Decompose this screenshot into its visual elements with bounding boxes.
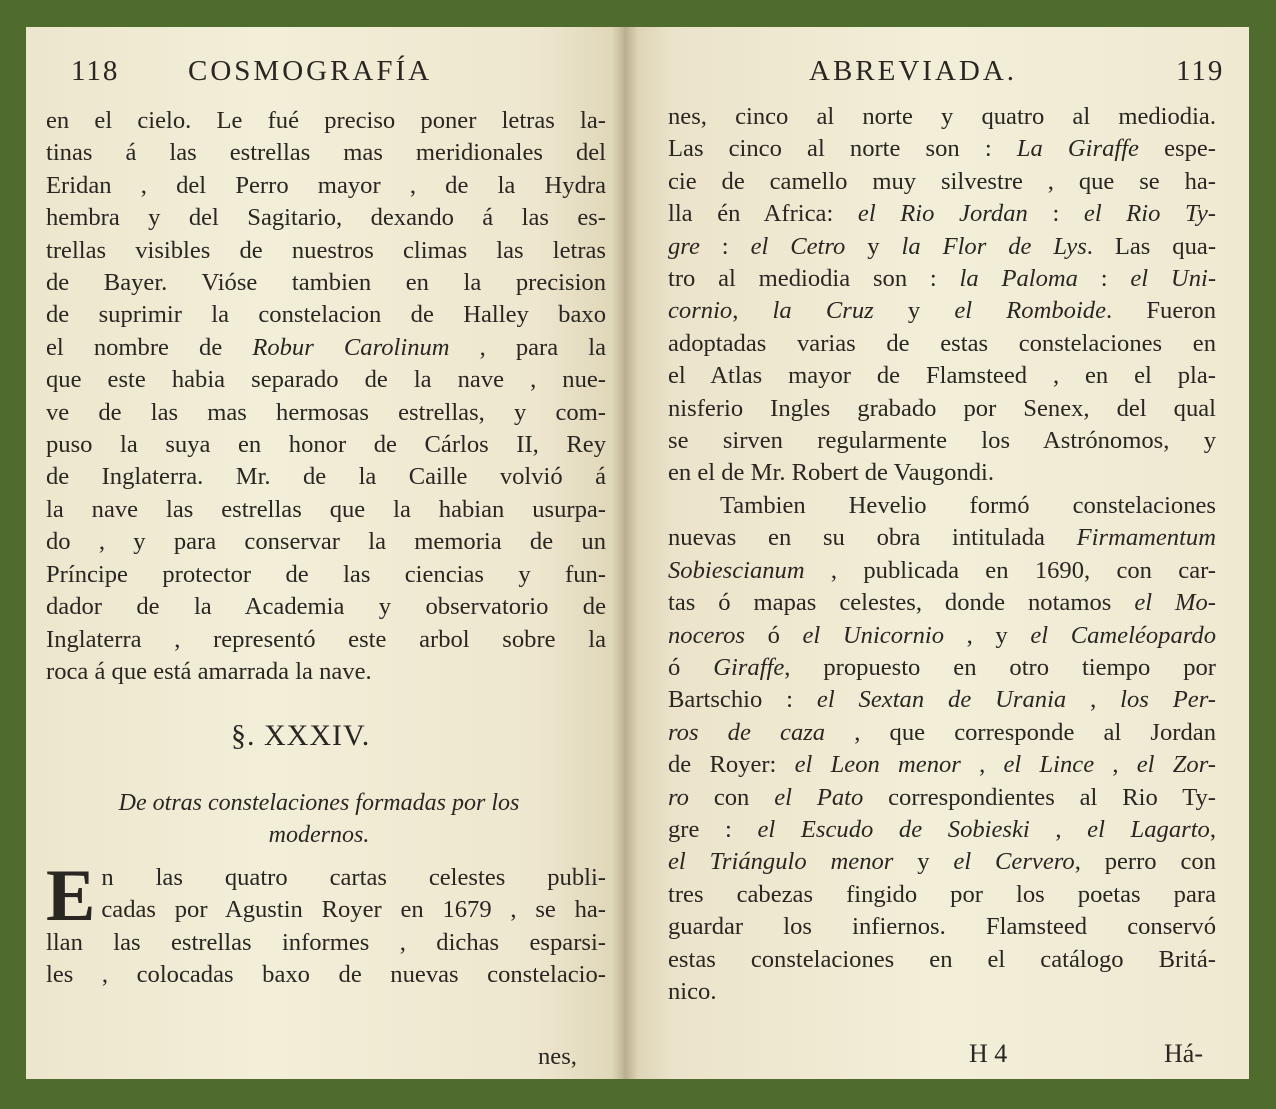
subheading-line: De otras constelaciones formadas por los xyxy=(118,790,520,816)
text-line: lla én Africa: el Rio Jordan : el Rio Ty- xyxy=(668,200,1216,228)
text-line: tas ó mapas celestes, donde notamos el Mo- xyxy=(668,589,1217,617)
text-line: Bartschio : el Sextan de Urania , los Per- xyxy=(668,686,1216,714)
text-line: de suprimir la constelacion de Halley baxo xyxy=(46,301,606,329)
text-line: en el de Mr. Robert de Vaugondi. xyxy=(668,459,995,487)
text-line: llan las estrellas informes , dichas esparsi- xyxy=(46,928,606,956)
left-page xyxy=(26,27,624,1079)
section-heading: §. XXXIV. xyxy=(231,719,371,752)
text-line: noceros ó el Unicornio , y el Cameléopardo xyxy=(668,621,1216,649)
page-number-left: 118 xyxy=(71,55,120,87)
text-line: nuevas en su obra intitulada Firmamentum xyxy=(668,524,1216,552)
text-line: en el cielo. Le fué preciso poner letras la- xyxy=(46,107,606,134)
text-line: de Bayer. Vióse tambien en la precision xyxy=(46,269,606,297)
book-gutter xyxy=(612,27,638,1079)
text-line: de Inglaterra. Mr. de la Caille volvió á xyxy=(46,463,606,491)
text-line: Príncipe protector de las ciencias y fun- xyxy=(46,560,606,588)
text-line: nisferio Ingles grabado por Senex, del qual xyxy=(668,394,1216,422)
catchword-right: Há- xyxy=(1164,1039,1203,1068)
left-paragraph-1 xyxy=(46,105,606,688)
text-line: Las cinco al norte son : La Giraffe espe- xyxy=(668,135,1216,163)
right-body xyxy=(668,101,1216,1008)
right-page xyxy=(624,27,1249,1079)
text-line: guardar los infiernos. Flamsteed conservó xyxy=(668,913,1216,941)
text-line: tinas á las estrellas mas meridionales del xyxy=(46,139,606,167)
text-line: ó Giraffe, propuesto en otro tiempo por xyxy=(668,653,1216,681)
text-line: ve de las mas hermosas estrellas, y com- xyxy=(46,398,606,426)
left-paragraph-2 xyxy=(46,855,606,992)
text-line: gre : el Escudo de Sobieski , el Lagarto, xyxy=(668,815,1216,843)
text-line: ros de caza , que corresponde al Jordan xyxy=(668,718,1216,746)
text-line: la nave las estrellas que la habian usurpa- xyxy=(46,495,606,523)
text-line: cornio, la Cruz y el Romboide. Fueron xyxy=(668,297,1217,325)
signature-mark: H 4 xyxy=(969,1039,1008,1068)
book-spread xyxy=(26,27,1249,1079)
text-line: gre : el Cetro y la Flor de Lys. Las qua- xyxy=(668,232,1217,260)
text-line: que este habia separado de la nave , nue- xyxy=(46,366,606,394)
text-line: Sobiescianum , publicada en 1690, con car- xyxy=(668,556,1216,584)
subheading-line: modernos. xyxy=(268,822,370,848)
text-line: cadas por Agustin Royer en 1679 , se ha- xyxy=(101,896,606,924)
italic-term: Robur Carolinum xyxy=(252,333,450,361)
text-line: puso la suya en honor de Cárlos II, Rey xyxy=(46,431,606,459)
text-line: Tambien Hevelio formó constelaciones xyxy=(720,491,1216,519)
catchword-left: nes, xyxy=(538,1043,577,1070)
text-line: dador de la Academia y observatorio de xyxy=(46,593,606,621)
text-line: de Royer: el Leon menor , el Lince , el Zor- xyxy=(668,751,1216,779)
running-title-left: COSMOGRAFÍA xyxy=(188,55,433,87)
text-line: estas constelaciones en el catálogo Britá- xyxy=(668,945,1216,973)
text-line: roca á que está amarrada la nave. xyxy=(46,657,372,685)
text-line: Eridan , del Perro mayor , de la Hydra xyxy=(46,171,606,199)
text-line-robur xyxy=(46,332,606,364)
page-number-right: 119 xyxy=(1176,55,1225,87)
drop-cap: E xyxy=(46,855,96,937)
section-subheading xyxy=(34,787,604,851)
text-fragment: , para la xyxy=(449,333,606,361)
text-line: les , colocadas baxo de nuevas constelacio- xyxy=(46,961,606,989)
text-line: nico. xyxy=(668,977,717,1005)
text-line: tres cabezas fingido por los poetas para xyxy=(668,880,1216,908)
text-line: trellas visibles de nuestros climas las letras xyxy=(46,236,606,264)
text-line: el Triángulo menor y el Cervero, perro con xyxy=(668,848,1216,876)
text-line: do , y para conservar la memoria de un xyxy=(46,528,606,556)
text-fragment: el nombre de xyxy=(46,333,253,361)
text-line: hembra y del Sagitario, dexando á las es- xyxy=(46,204,606,232)
text-line: tro al mediodia son : la Paloma : el Uni- xyxy=(668,265,1217,293)
text-line: n las quatro cartas celestes publi- xyxy=(101,864,606,891)
text-line: cie de camello muy silvestre , que se ha- xyxy=(668,167,1216,195)
text-line: nes, cinco al norte y quatro al mediodia. xyxy=(668,103,1216,130)
text-line: el Atlas mayor de Flamsteed , en el pla- xyxy=(668,362,1216,390)
running-title-right: ABREVIADA. xyxy=(809,55,1018,87)
text-line: ro con el Pato correspondientes al Rio Ty- xyxy=(668,783,1216,811)
text-line: se sirven regularmente los Astrónomos, y xyxy=(668,427,1216,455)
text-line: Inglaterra , representó este arbol sobre la xyxy=(46,625,606,653)
text-line: adoptadas varias de estas constelaciones en xyxy=(668,329,1216,357)
